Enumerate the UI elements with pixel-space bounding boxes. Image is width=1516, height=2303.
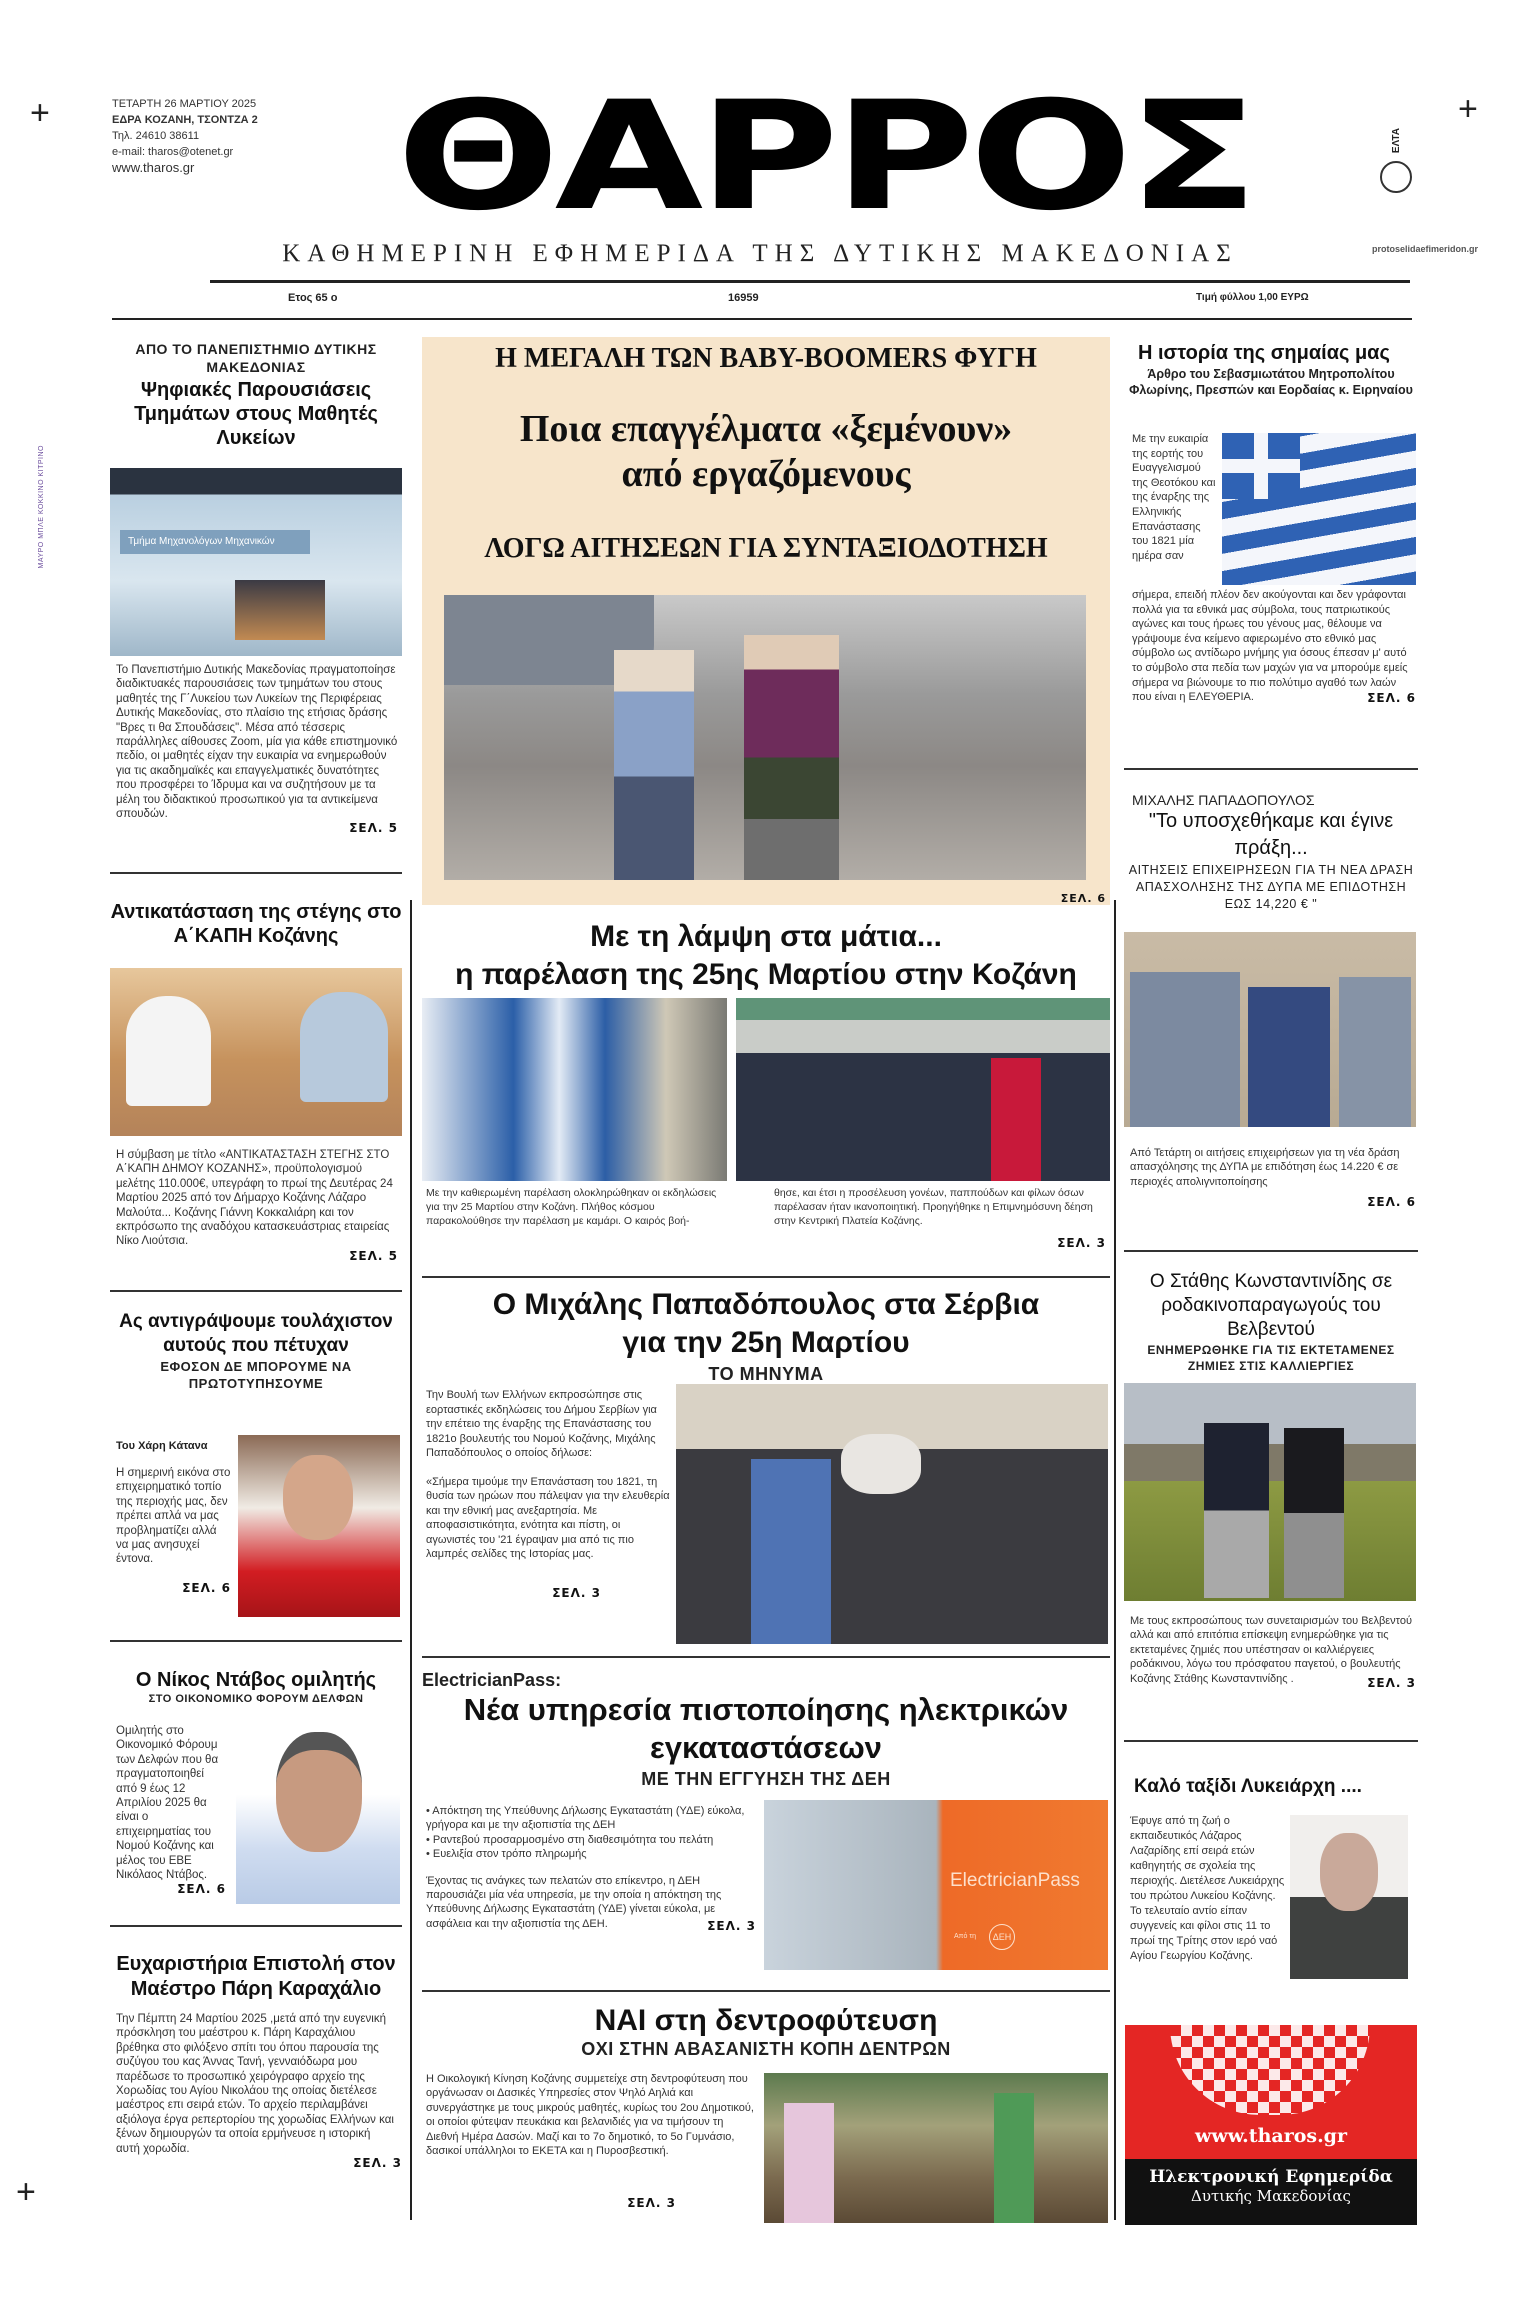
campus-photo — [235, 580, 325, 640]
person-figure — [126, 996, 211, 1106]
article-text: Το Πανεπιστήμιο Δυτικής Μακεδονίας πραγματοποίησε διαδικτυακές παρουσιάσεις των τμημάτων του στους μαθητές της Γ΄Λυκείου των Λυκείων της Περιφέρειας Δυτικής Μακεδονίας, στο πλαίσιο της ετήσιας δράσης "Βρες τι θα Σπουδάσεις". Μέσα από τέσσερις παράλληλες αίθουσες Zoom, μία για κάθε επιστημονικό πεδίο, οι μαθητές είχαν την ευκαιρία να ενημερωθούν για τις ακαδημαϊκές και επαγγελματικές δυνατότητες που προσφέρει το Ίδρυμα και να συζητήσουν με τα μέλη του διδακτικού προσωπικού για τα αντικείμενα σπουδών. — [116, 664, 398, 821]
newspaper-logo: ΘΑΡΡΟΣ — [396, 70, 1254, 244]
page-ref[interactable]: ΣΕΛ. 6 — [177, 1882, 226, 1897]
lead-title[interactable]: Ποια επαγγέλματα «ξεμένουν» — [519, 408, 1013, 450]
article-tree-planting[interactable] — [422, 2004, 1110, 2060]
qr-pattern-icon — [1170, 2025, 1370, 2115]
lead-story-baby-boomers[interactable] — [422, 337, 1110, 905]
elta-label: ΕΛΤΑ — [1390, 128, 1402, 154]
article-text: Με τους εκπροσώπους των συνεταιρισμών του Βελβεντού αλλά και από επιτόπια επίσκεψη ενημερώθηκε για τις εκτεταμένες ζημιές που υπέστησαν οι καλλιέργειες ροδάκινου, λόγω του πρόσφατου παγετού, ο βουλευτής Κοζάνης Στάθης Κωνσταντινίδης . — [1130, 1615, 1412, 1685]
dei-logo: ΔΕΗ — [989, 1924, 1015, 1950]
brand-from: Από τη — [954, 1933, 976, 1940]
article-subtitle: ΤΟ ΜΗΝΥΜΑ — [708, 1364, 824, 1384]
website: www.tharos.gr — [112, 160, 195, 175]
brand-text: ElectricianPass — [950, 1870, 1080, 1891]
flag-canton — [1222, 433, 1300, 499]
ad-line: Δυτικής Μακεδονίας — [1191, 2187, 1351, 2205]
lazaridis-portrait — [1290, 1815, 1408, 1979]
divider — [422, 1276, 1110, 1278]
divider — [110, 872, 402, 874]
crop-mark: + — [30, 94, 50, 132]
column-divider — [1114, 900, 1116, 2220]
article-text: Η σύμβαση με τίτλο «ΑΝΤΙΚΑΤΑΣΤΑΣΗ ΣΤΕΓΗΣ ΣΤΟ Α΄ΚΑΠΗ ΔΗΜΟΥ ΚΟΖΑΝΗΣ», προϋπολογισμού μελέτης 110.000€, υπεγράφη το πρωί της Δευτέρας 24 Μαρτίου 2025 από τον Δήμαρχο Κοζάνης Λάζαρο Μαλούτα... Κοζάνης Γιάννη Κοκκαλιάρη και τον εκπρόσωπο της αναδόχου κατασκευάστριας εταιρείας Νίκο Λιούτσια. — [116, 1149, 393, 1248]
issue-number: 16959 — [728, 292, 759, 304]
article-title[interactable]: Ο Μιχάλης Παπαδόπουλος στα Σέρβια — [492, 1288, 1040, 1321]
article-text: Η Οικολογική Κίνηση Κοζάνης συμμετείχε στη δεντροφύτευση που οργάνωσαν οι Δασικές Υπηρεσίες στον Ψηλό Αηλιά και συνεργάστηκε με τους μικρούς μαθητές, κυρίως του 2ου Δημοτικού, οι οποίοι φύτεψαν πευκάκια και βελανιδιές για να τιμήσουν τη Διεθνή Ημέρα Δασών. Μαζί και το 7ο δημοτικό, το 5ο Γυμνάσιο, δασικοί υπάλληλοι το ΕΚΕΤΑ και η Πυροσβεστική. — [426, 2073, 754, 2158]
article-kicker: ΜΙΧΑΛΗΣ ΠΑΠΑΔΟΠΟΥΛΟΣ — [1132, 792, 1315, 808]
article-text: Με την ευκαιρία της εορτής του Ευαγγελισμού της Θεοτόκου και της έναρξης της Ελληνικής Επανάστασης του 1821 μία ημέρα σαν — [1132, 433, 1216, 562]
page-ref[interactable]: ΣΕΛ. 3 — [552, 1585, 601, 1600]
image-caption-text: Τμήμα Μηχανολόγων Μηχανικών — [120, 530, 310, 554]
article-subtitle: Άρθρο του Σεβασμιωτάτου Μητροπολίτου Φλωρίνης, Πρεσπών και Εορδαίας κ. Ειρηναίου — [1129, 367, 1413, 397]
parade-flags-photo — [422, 998, 727, 1181]
lead-title[interactable]: από εργαζόμενους — [621, 453, 911, 495]
article-text: Ομιλητής στο Οικονομικό Φόρουμ των Δελφών που θα πραγματοποιηθεί από 9 έως 12 Απριλίου 2025 θα είναι ο επιχειρηματίας του Νομού Κοζάνης και μέλος του ΕΒΕ Νικόλαος Ντάβος. — [116, 1725, 219, 1882]
ad-line: Ηλεκτρονική Εφημερίδα — [1149, 2167, 1393, 2187]
price-label: Τιμή φύλλου 1,00 ΕΥΡΩ — [1196, 292, 1309, 303]
ad-banner — [1125, 2159, 1417, 2225]
byline: Του Χάρη Κάτανα — [116, 1440, 208, 1452]
divider — [110, 1640, 402, 1642]
page-ref[interactable]: ΣΕΛ. 3 — [627, 2196, 676, 2211]
article-flag-body — [1132, 588, 1416, 705]
issue-date: ΤΕΤΑΡΤΗ 26 ΜΑΡΤΙΟΥ 2025 — [112, 98, 257, 110]
page-ref[interactable]: ΣΕΛ. 3 — [1367, 1676, 1416, 1691]
page-ref[interactable]: ΣΕΛ. 6 — [1367, 690, 1416, 705]
source-label: protoselidaefimeridon.gr — [1372, 244, 1479, 254]
divider — [110, 1290, 402, 1292]
article-tree-body — [426, 2072, 756, 2210]
servia-clergy-photo — [676, 1384, 1108, 1644]
email: e-mail: tharos@otenet.gr — [112, 146, 234, 158]
article-title[interactable]: Η ιστορία της σημαίας μας — [1138, 342, 1390, 364]
article-karachalios-letter[interactable] — [110, 1952, 402, 2170]
ntavos-portrait — [236, 1722, 400, 1904]
bullet-item: • Ραντεβού προσαρμοσμένο στη διαθεσιμότητα του πελάτη — [426, 1833, 714, 1846]
page-ref[interactable]: ΣΕΛ. 6 — [182, 1580, 231, 1595]
parade-officials-photo — [736, 998, 1110, 1181]
article-text: Έφυγε από τη ζωή ο εκπαιδευτικός Λάζαρος Λαζαρίδης επί σειρά ετών καθηγητής σε σχολεία της περιοχής. Διετέλεσε Λυκειάρχης του πρώτου Λυκείου Κοζάνης. Το τελευταίο αντίο είπαν συγγενείς και φίλοι στις 11 το πρωί της Τρίτης στον ιερό ναό Αγίου Γεωργίου Κοζάνης. — [1130, 1815, 1285, 1962]
article-title[interactable]: εγκαταστάσεων — [650, 1730, 882, 1765]
tree-planting-photo — [764, 2073, 1108, 2223]
seal-icon — [1380, 161, 1412, 193]
lead-subtitle: ΛΟΓΩ ΑΙΤΗΣΕΩΝ ΓΙΑ ΣΥΝΤΑΞΙΟΔΟΤΗΣΗ — [484, 533, 1048, 564]
lead-kicker: Η ΜΕΓΑΛΗ ΤΩΝ BABY-BOOMERS ΦΥΓΗ — [495, 343, 1037, 374]
article-title[interactable]: για την 25η Μαρτίου — [622, 1326, 910, 1359]
article-text: «Σήμερα τιμούμε την Επανάσταση του 1821, τη θυσία των ηρώων που πάλεψαν για την ελευθερία και την εθνική μας ανεξαρτησία. Με αποφασιστικότητα, ενότητα και πίστη, οι αγωνιστές του '21 έγραψαν μια από τις πιο λαμπρές σελίδες της Ιστορίας μας. — [426, 1475, 670, 1560]
article-title[interactable]: "Το υποσχεθήκαμε και έγινε πράξη... — [1148, 810, 1394, 859]
article-text: Έχοντας τις ανάγκες των πελατών στο επίκεντρο, η ΔΕΗ παρουσιάζει μία νέα υπηρεσία, με την οποία η απόκτηση της Υπεύθυνης Δήλωσης Εγκαταστάτη (ΥΔΕ) γίνεται εύκολα, με ασφάλεια και την αξιοπιστία της ΔΕΗ. — [426, 1874, 722, 1930]
year-label: Ετος 65 ο — [288, 292, 338, 304]
article-text: Την Πέμπτη 24 Μαρτίου 2025 ,μετά από την ευγενική πρόσκληση του μαέστρου κ. Πάρη Καραχάλιου βρέθηκα στο φιλόξενο σπίτι του όπου παρουσία της συζύγου του κας Άννας Τανή, γενναιόδωρα μου παρέδωσε το προσωπικό χειρόγραφο αρχείο της Χορωδίας του Αγίου Νικολάου της οποίας διετέλεσε μαέστρος επι σειρά ετών. Το αρχείο περιλαμβάνει αξιόλογα έργα ρεπερτορίου της χορωδίας Ελλήνων και ξένων δημιουργών τα οποία ερμήνευσε η ιστορική αυτή χορωδία. — [116, 2013, 394, 2155]
article-electricianpass-body — [426, 1804, 756, 1933]
man-blue-suit — [751, 1459, 831, 1644]
phone: Τηλ. 24610 38611 — [112, 130, 200, 142]
article-title[interactable]: η παρέλαση της 25ης Μαρτίου στην Κοζάνη — [455, 958, 1077, 991]
ad-url[interactable]: www.tharos.gr — [1195, 2125, 1347, 2147]
tharos-web-ad[interactable] — [1125, 2025, 1417, 2225]
elderly-couple-photo — [444, 595, 1086, 880]
article-title[interactable]: Νέα υπηρεσία πιστοποίησης ηλεκτρικών — [463, 1692, 1069, 1727]
page-ref[interactable]: ΣΕΛ. 6 — [1060, 892, 1106, 905]
bullet-item: • Απόκτηση της Υπεύθυνης Δήλωσης Εγκαταστάτη (ΥΔΕ) εύκολα, γρήγορα και με την αξιοπιστία της ΔΕΗ — [426, 1805, 745, 1832]
masthead-info — [112, 96, 258, 176]
article-university-body — [116, 663, 398, 835]
article-dypa-subsidy[interactable] — [1124, 792, 1418, 913]
person-figure — [1284, 1428, 1344, 1598]
divider — [210, 280, 1410, 283]
dypa-meeting-photo — [1124, 932, 1416, 1127]
woman-red-suit — [991, 1058, 1041, 1181]
divider — [422, 1656, 1110, 1658]
article-subtitle: ΕΝΗΜΕΡΩΘΗΚΕ ΓΙΑ ΤΙΣ ΕΚΤΕΤΑΜΕΝΕΣ ΖΗΜΙΕΣ ΣΤΙΣ ΚΑΛΛΙΕΡΓΙΕΣ — [1147, 1343, 1395, 1373]
person-figure — [1204, 1423, 1269, 1598]
article-kapi-body — [116, 1148, 398, 1263]
page-ref[interactable]: ΣΕΛ. 3 — [353, 2156, 402, 2171]
article-konstantinidis-body — [1130, 1614, 1416, 1690]
electricianpass-image — [764, 1800, 1108, 1970]
article-text: Η σημερινή εικόνα στο επιχειρηματικό τοπίο της περιοχής μας, δεν πρέπει απλά να μας προβληματίζει αλλά να μας ανησυχεί έντονα. — [116, 1467, 231, 1566]
face — [276, 1732, 362, 1852]
article-papadopoulos-body — [426, 1388, 671, 1600]
article-text: σήμερα, επειδή πλέον δεν ακούγονται και δεν γράφονται πολλά για τα εθνικά μας σύμβολα, τους πατριωτικούς αγώνες και τους ήρωες του γένους μας, θέλουμε να γράψουμε ένα κείμενο αφιερωμένο στο εθνικό μας σύμβολο ως αντίδωρο μνήμης για όσους έπεσαν μ' αυτό το σύμβολο στα πεδία των μαχών για να μπορούμε εμείς σήμερα να βιώνουμε το πιο πολύτιμο αγαθό των λαών που είναι η ΕΛΕΥΘΕΡΙΑ. — [1132, 589, 1408, 704]
article-dypa-body — [1130, 1146, 1416, 1209]
article-subtitle: ΑΙΤΗΣΕΙΣ ΕΠΙΧΕΙΡΗΣΕΩΝ ΓΙΑ ΤΗ ΝΕΑ ΔΡΑΣΗ ΑΠΑΣΧΟΛΗΣΗΣ ΤΗΣ ΔΥΠΑ ΜΕ ΕΠΙΔΟΤΗΣΗ ΕΩΣ 14,220 € " — [1128, 863, 1414, 911]
elta-icon — [1378, 128, 1414, 193]
article-flag-history[interactable] — [1124, 340, 1418, 398]
article-subtitle: ΕΦΟΣΟΝ ΔΕ ΜΠΟΡΟΥΜΕ ΝΑ ΠΡΩΤΟΤΥΠΗΣΟΥΜΕ — [160, 1359, 352, 1391]
article-katana-opinion[interactable] — [110, 1310, 402, 1392]
tagline: ΚΑΘΗΜΕΡΙΝΗ ΕΦΗΜΕΡΙΔΑ ΤΗΣ ΔΥΤΙΚΗΣ ΜΑΚΕΔΟΝΙΑΣ — [282, 240, 1238, 267]
address: ΕΔΡΑ ΚΟΖΑΝΗ, ΤΣΟΝΤΖΑ 2 — [112, 114, 258, 126]
article-subtitle: ΜΕ ΤΗΝ ΕΓΓΥΗΣΗ ΤΗΣ ΔΕΗ — [641, 1769, 891, 1789]
article-title[interactable]: Αντικατάσταση της στέγης στο Α΄ΚΑΠΗ Κοζάνης — [110, 901, 402, 947]
article-parade[interactable] — [422, 918, 1110, 994]
child-figure — [784, 2103, 834, 2223]
article-title[interactable]: Με τη λάμψη στα μάτια... — [590, 920, 942, 953]
article-kicker: ElectricianPass: — [422, 1670, 562, 1690]
article-konstantinidis[interactable] — [1124, 1270, 1418, 1374]
person-figure — [300, 992, 388, 1102]
article-title[interactable]: Ας αντιγράψουμε τουλάχιστον αυτούς που πέτυχαν — [119, 1311, 393, 1356]
divider — [1124, 1250, 1418, 1252]
divider — [422, 1990, 1110, 1992]
article-subtitle: ΣΤΟ ΟΙΚΟΝΟΜΙΚΟ ΦΟΡΟΥΜ ΔΕΛΦΩΝ — [148, 1693, 364, 1705]
photo-caption: Με την καθιερωμένη παρέλαση ολοκληρώθηκαν οι εκδηλώσεις για την 25 Μαρτίου στην Κοζάνη. Πλήθος κόσμου παρακολούθησε την παρέλαση με καμάρι. Ο καιρός βοή- — [426, 1187, 717, 1227]
divider — [1124, 768, 1418, 770]
photo-caption: θησε, και έτσι η προσέλευση γονέων, παππούδων και φίλων όσων παρέλασαν ήταν ικανοποιητική. Προηγήθηκε η Επιμνημόσυνη δέηση στην Κεντρική Πλατεία Κοζάνης. — [774, 1187, 1093, 1227]
article-ntavos-body — [116, 1724, 226, 1896]
kapi-signing-photo — [110, 968, 402, 1136]
article-university[interactable] — [110, 340, 402, 450]
beard — [841, 1434, 921, 1494]
face — [283, 1455, 353, 1540]
article-title[interactable]: ΝΑΙ στη δεντροφύτευση — [594, 2004, 938, 2037]
column-divider — [410, 900, 412, 2220]
page-ref[interactable]: ΣΕΛ. 3 — [707, 1919, 756, 1934]
peach-orchard-photo — [1124, 1383, 1416, 1601]
article-kicker: ΑΠΟ ΤΟ ΠΑΝΕΠΙΣΤΗΜΙΟ ΔΥΤΙΚΗΣ ΜΑΚΕΔΟΝΙΑΣ — [135, 341, 377, 375]
page-ref[interactable]: ΣΕΛ. 6 — [1367, 1195, 1416, 1210]
divider — [112, 318, 1412, 320]
divider — [110, 1925, 402, 1927]
article-title[interactable]: Ευχαριστήρια Επιστολή στον Μαέστρο Πάρη Καραχάλιο — [116, 1953, 396, 2000]
article-electricianpass[interactable] — [422, 1670, 1110, 1791]
article-title[interactable]: Ο Στάθης Κωνσταντινίδης σε ροδακινοπαραγωγούς του Βελβεντού — [1149, 1271, 1393, 1340]
crop-mark: + — [1458, 90, 1478, 128]
man-figure — [744, 635, 839, 880]
article-lykeiarchis-obituary[interactable] — [1134, 1774, 1418, 1799]
page-ref[interactable]: ΣΕΛ. 5 — [349, 821, 398, 836]
person-figure — [1248, 987, 1330, 1127]
article-ntavos[interactable] — [110, 1668, 402, 1707]
article-subtitle: ΟΧΙ ΣΤΗΝ ΑΒΑΣΑΝΙΣΤΗ ΚΟΠΗ ΔΕΝΤΡΩΝ — [581, 2039, 951, 2059]
child-figure — [994, 2093, 1034, 2223]
page-ref[interactable]: ΣΕΛ. 5 — [349, 1248, 398, 1263]
bullet-item: • Ευελιξία στον τρόπο πληρωμής — [426, 1848, 587, 1861]
article-text: Την Βουλή των Ελλήνων εκπροσώπησε στις εορταστικές εκδηλώσεις του Δήμου Σερβίων για την επέτειο της έναρξης της Επανάστασης του 1821ο βουλευτής του Νομού Κοζάνης, Μιχάλης Παπαδόπουλος ο οποίος δήλωσε: — [426, 1389, 657, 1459]
article-kapi-roof[interactable] — [110, 900, 402, 948]
katana-portrait — [238, 1435, 400, 1617]
color-registration-bar: ΜΑΥΡΟ ΜΠΛΕ ΚΟΚΚΙΝΟ ΚΙΤΡΙΝΟ — [38, 445, 45, 569]
university-presentation-image — [110, 468, 402, 656]
crop-mark: + — [16, 2173, 36, 2211]
article-title[interactable]: Ο Νίκος Ντάβος ομιλητής — [135, 1669, 377, 1691]
greek-flag-image — [1222, 433, 1416, 585]
person-figure — [1339, 977, 1411, 1127]
divider — [1124, 1740, 1418, 1742]
article-text: Από Τετάρτη οι αιτήσεις επιχειρήσεων για τη νέα δράση απασχόλησης της ΔΥΠΑ με επιδότηση έως 14.220 € σε περιοχές απολιγνιτοποίησης — [1130, 1147, 1400, 1188]
article-title[interactable]: Ψηφιακές Παρουσιάσεις Τμημάτων στους Μαθητές Λυκείων — [134, 379, 378, 449]
article-title[interactable]: Καλό ταξίδι Λυκειάρχη .... — [1134, 1776, 1362, 1797]
face — [1320, 1833, 1378, 1911]
article-katana-body — [116, 1440, 231, 1595]
woman-figure — [614, 650, 694, 880]
article-papadopoulos-servia[interactable] — [422, 1286, 1110, 1386]
page-ref[interactable]: ΣΕΛ. 3 — [1057, 1236, 1106, 1250]
person-figure — [1130, 972, 1240, 1127]
